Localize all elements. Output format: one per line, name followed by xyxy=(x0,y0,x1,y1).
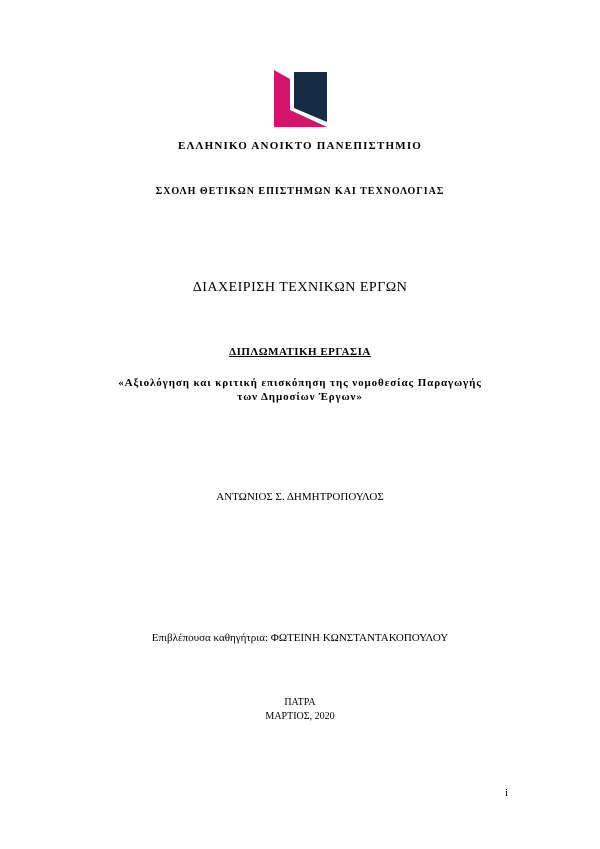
place: ΠΑΤΡΑ xyxy=(284,697,316,708)
date: ΜΑΡΤΙΟΣ, 2020 xyxy=(265,711,335,722)
program-name: ΔΙΑΧΕΙΡΙΣΗ ΤΕΧΝΙΚΩΝ ΕΡΓΩΝ xyxy=(192,280,408,295)
supervisor: Επιβλέπουσα καθηγήτρια: ΦΩΤΕΙΝΗ ΚΩΝΣΤΑΝΤΑΚΟΠΟΥΛΟΥ xyxy=(151,632,449,644)
thesis-title-line-2: των Δημοσίων Έργων» xyxy=(237,391,363,403)
university-book-logo-icon xyxy=(274,70,327,127)
thesis-type: ΔΙΠΛΩΜΑΤΙΚΗ ΕΡΓΑΣΙΑ xyxy=(229,346,371,358)
school-name: ΣΧΟΛΗ ΘΕΤΙΚΩΝ ΕΠΙΣΤΗΜΩΝ ΚΑΙ ΤΕΧΝΟΛΟΓΙΑΣ xyxy=(155,186,445,197)
author-name: ΑΝΤΩΝΙΟΣ Σ. ΔΗΜΗΤΡΟΠΟΥΛΟΣ xyxy=(216,491,384,503)
university-name: ΕΛΛΗΝΙΚΟ ΑΝΟΙΚΤΟ ΠΑΝΕΠΙΣΤΗΜΙΟ xyxy=(177,140,423,152)
page-number: i xyxy=(505,787,509,799)
thesis-title-line-1: «Αξιολόγηση και κριτική επισκόπηση της νομοθεσίας Παραγωγής xyxy=(118,377,482,389)
thesis-title xyxy=(0,376,600,404)
